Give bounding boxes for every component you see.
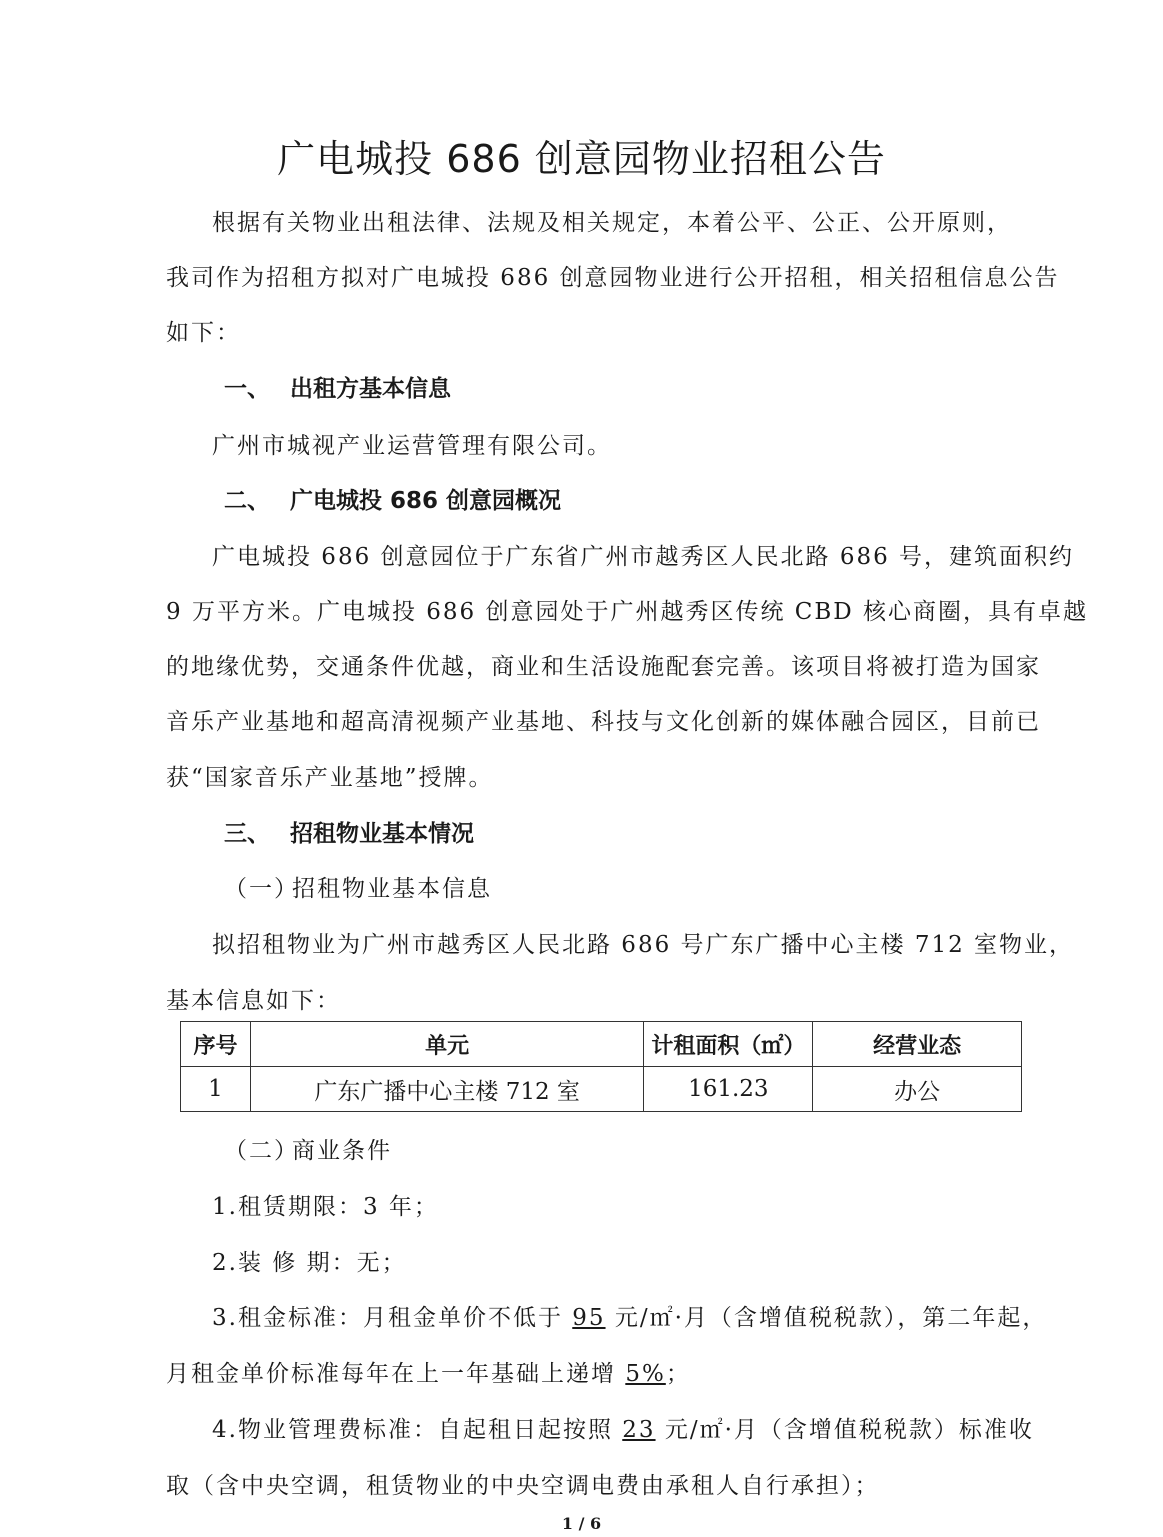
section-2-title: 广电城投 686 创意园概况 [290, 488, 562, 514]
subsection-2-number: （二） [224, 1138, 299, 1164]
table-header-row [181, 1022, 1022, 1067]
property-table [180, 1021, 1022, 1112]
section-2-heading [224, 485, 561, 517]
table-row [181, 1067, 1022, 1112]
subsection-1-line-2: 基本信息如下： [166, 988, 341, 1014]
section-1-text: 广州市城视产业运营管理有限公司。 [212, 433, 612, 459]
fee-text-suffix: 元/㎡·月（含增值税税款）标准收 [655, 1417, 1034, 1443]
cell-index: 1 [181, 1067, 251, 1112]
header-business-type: 经营业态 [813, 1022, 1022, 1067]
cell-business-type: 办公 [813, 1067, 1022, 1112]
section-2-line-5: 获“国家音乐产业基地”授牌。 [166, 765, 494, 791]
rent-increase-prefix: 月租金单价标准每年在上一年基础上递增 [166, 1361, 626, 1387]
header-unit: 单元 [250, 1022, 643, 1067]
header-index: 序号 [181, 1022, 251, 1067]
section-1-title: 出租方基本信息 [290, 376, 451, 402]
subsection-1-number: （一） [224, 876, 299, 902]
section-2-line-1: 广电城投 686 创意园位于广东省广州市越秀区人民北路 686 号，建筑面积约 [212, 544, 1075, 570]
rent-increase-suffix: ； [665, 1361, 691, 1387]
rent-increase-rate: 5% [625, 1361, 666, 1387]
subsection-2-title: 商业条件 [292, 1138, 392, 1164]
term-lease-period: 1.租赁期限：3 年； [212, 1194, 439, 1220]
section-2-line-4: 音乐产业基地和超高清视频产业基地、科技与文化创新的媒体融合园区，目前已 [166, 709, 1041, 735]
section-1-number: 一、 [224, 376, 270, 402]
rent-text-suffix: 元/㎡·月（含增值税税款），第二年起， [605, 1305, 1048, 1331]
section-2-line-2: 9 万平方米。广电城投 686 创意园处于广州越秀区传统 CBD 核心商圈，具有卓越 [166, 599, 1089, 625]
term-renovation-period: 2.装 修 期：无； [212, 1250, 407, 1276]
subsection-2-heading [224, 1135, 392, 1167]
term-rent-increase [166, 1358, 996, 1390]
section-2-number: 二、 [224, 488, 270, 514]
rent-text-prefix: 3.租金标准：月租金单价不低于 [212, 1305, 573, 1331]
section-3-number: 三、 [224, 821, 270, 847]
intro-line-3: 如下： [166, 320, 241, 346]
term-management-fee-line-2: 取（含中央空调，租赁物业的中央空调电费由承租人自行承担）； [166, 1473, 880, 1499]
rent-unit-price: 95 [572, 1305, 606, 1331]
subsection-1-heading [224, 873, 492, 905]
section-3-heading [224, 818, 474, 850]
fee-text-prefix: 4.物业管理费标准：自起租日起按照 [212, 1417, 623, 1443]
page-number: 1 / 6 [561, 1514, 602, 1533]
term-management-fee [212, 1414, 1042, 1446]
header-area: 计租面积（㎡） [644, 1022, 813, 1067]
section-3-title: 招租物业基本情况 [290, 821, 474, 847]
subsection-1-line-1: 拟招租物业为广州市越秀区人民北路 686 号广东广播中心主楼 712 室物业， [212, 932, 1075, 958]
fee-unit-price: 23 [622, 1417, 656, 1443]
intro-line-1: 根据有关物业出租法律、法规及相关规定，本着公平、公正、公开原则， [212, 210, 1012, 236]
term-rent-standard [212, 1302, 1048, 1334]
cell-unit: 广东广播中心主楼 712 室 [250, 1067, 643, 1112]
intro-line-2: 我司作为招租方拟对广电城投 686 创意园物业进行公开招租，相关招租信息公告 [166, 265, 1060, 291]
subsection-1-title: 招租物业基本信息 [292, 876, 492, 902]
section-1-heading [224, 373, 451, 405]
cell-area: 161.23 [644, 1067, 813, 1112]
section-2-line-3: 的地缘优势，交通条件优越，商业和生活设施配套完善。该项目将被打造为国家 [166, 654, 1041, 680]
page-title: 广电城投 686 创意园物业招租公告 [277, 137, 886, 181]
